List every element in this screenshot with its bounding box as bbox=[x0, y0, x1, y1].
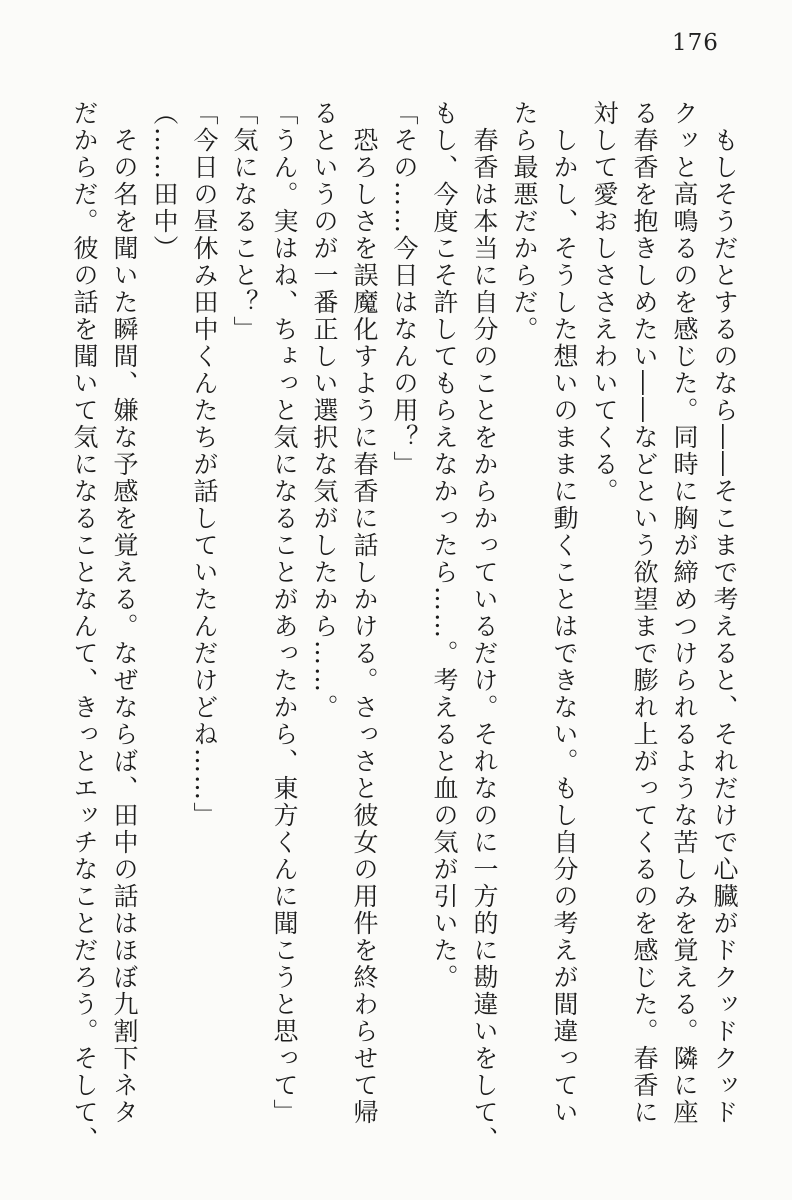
text-line-11: るというのが一番正しい選択な気がしたから……。 bbox=[310, 100, 339, 721]
text-line-5: しかし、そうした想いのままに動くことはできない。もし自分の考えが間違ってい bbox=[550, 100, 579, 1126]
text-line-12: 「うん。実はね、ちょっと気になることがあったから、東方くんに聞こうと思って」 bbox=[270, 100, 299, 1126]
text-line-10: 恐ろしさを誤魔化すように春香に話しかける。さっさと彼女の用件を終わらせて帰 bbox=[350, 100, 379, 1126]
text-line-2: クッと高鳴るのを感じた。同時に胸が締めつけられるような苦しみを覚える。隣に座 bbox=[670, 100, 699, 1126]
text-line-14: 「今日の昼休み田中くんたちが話していたんだけどね……」 bbox=[190, 100, 219, 829]
text-line-15: （……田中） bbox=[150, 100, 179, 262]
text-line-9: 「その……今日はなんの用？」 bbox=[390, 100, 419, 478]
text-line-4: 対して愛おしささえわいてくる。 bbox=[590, 100, 619, 505]
text-line-3: る春香を抱きしめたい――などという欲望まで膨れ上がってくるのを感じた。春香に bbox=[630, 100, 659, 1126]
text-line-7: 春香は本当に自分のことをからかっているだけ。それなのに一方的に勘違いをして、 bbox=[470, 100, 499, 1153]
text-line-17: だからだ。彼の話を聞いて気になることなんて、きっとエッチなことだろう。そして、 bbox=[70, 100, 99, 1153]
page-number: 176 bbox=[672, 30, 719, 56]
text-line-16: その名を聞いた瞬間、嫌な予感を覚える。なぜならば、田中の話はほぼ九割下ネタ bbox=[110, 100, 139, 1126]
text-line-1: もしそうだとするのなら――そこまで考えると、それだけで心臓がドクッドクッド bbox=[710, 100, 739, 1126]
text-line-6: たら最悪だからだ。 bbox=[510, 100, 539, 343]
text-line-13: 「気になること？」 bbox=[230, 100, 259, 343]
text-line-8: もし、今度こそ許してもらえなかったら……。考えると血の気が引いた。 bbox=[430, 100, 459, 991]
text-body bbox=[54, 100, 744, 1153]
